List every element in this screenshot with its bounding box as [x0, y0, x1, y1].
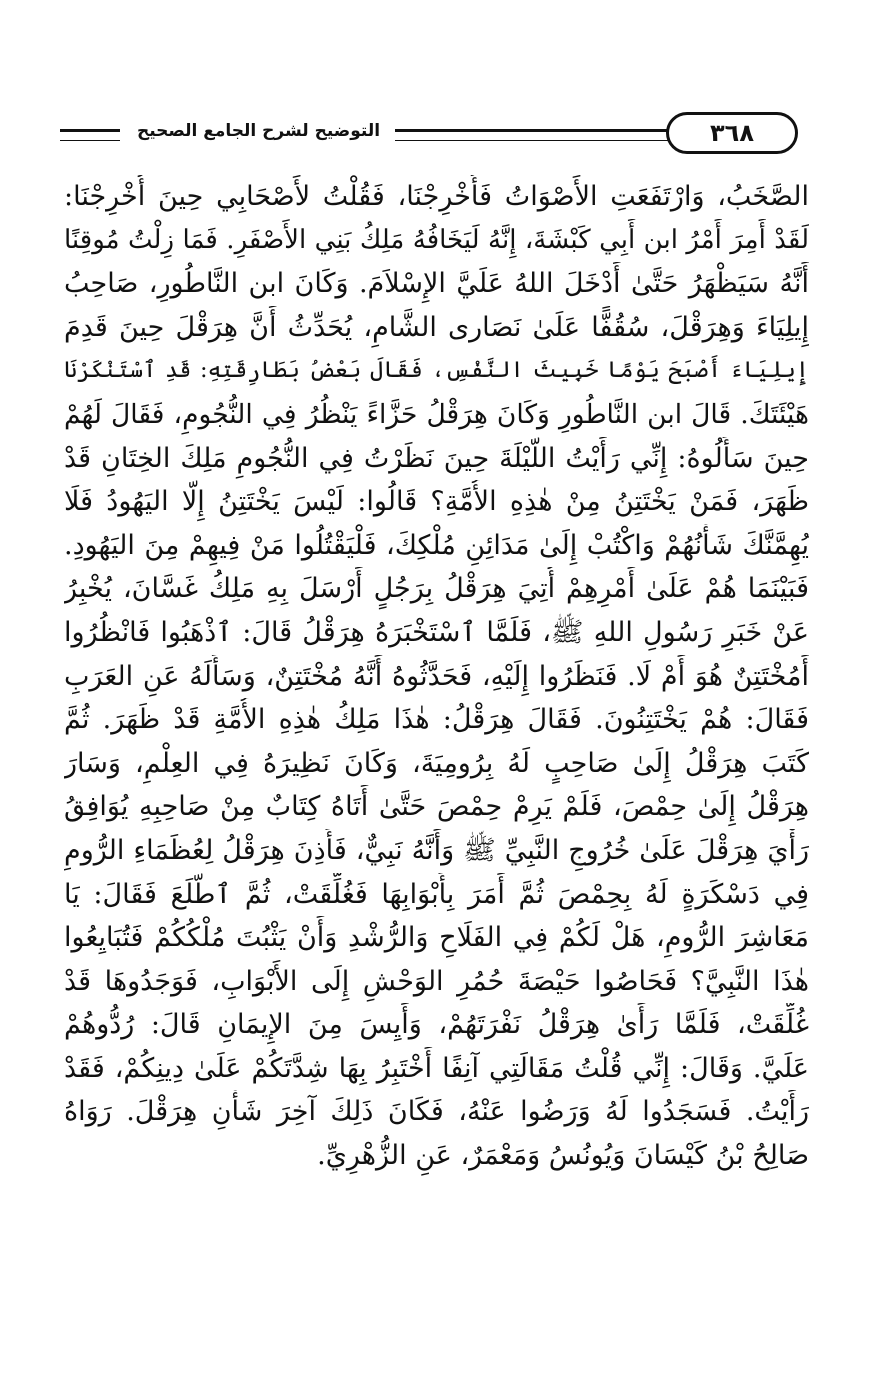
text-line: فَبَيْنَمَا هُمْ عَلَىٰ أَمْرِهِمْ أُتِيَ هِرَقْلُ بِرَجُلٍ أَرْسَلَ بِهِ مَلِكُ غَسَّانَ، يُخْبِرُ — [64, 573, 809, 605]
text-line: أَنَّهُ سَيَظْهَرُ حَتَّىٰ أَدْخَلَ اللهُ عَلَيَّ الإِسْلاَمَ. وَكَانَ ابن النَّاطُورِ، صَاحِبُ — [64, 268, 809, 300]
header-rule-right — [395, 129, 680, 141]
text-line: ظَهَرَ، فَمَنْ يَخْتَتِنُ مِنْ هٰذِهِ الأُمَّةِ؟ قَالُوا: لَيْسَ يَخْتَتِنُ إِلَّا اليَهُودُ فَلَا — [64, 486, 809, 518]
text-line: الصَّخَبُ، وَارْتَفَعَتِ الأَصْوَاتُ فَأُخْرِجْنَا، فَقُلْتُ لأَصْحَابِي حِينَ أُخْرِجْنَا: — [64, 181, 809, 212]
text-line: رَأْيَ هِرَقْلَ عَلَىٰ خُرُوجِ النَّبِيِّ ﷺ وَأَنَّهُ نَبِيٌّ، فَأَذِنَ هِرَقْلُ لِعُظَمَاءِ الرُّومِ — [64, 834, 809, 866]
text-line: عَنْ خَبَرِ رَسُولِ اللهِ ﷺ، فَلَمَّا ٱسْتَخْبَرَهُ هِرَقْلُ قَالَ: ٱذْهَبُوا فَانْظُرُوا — [64, 616, 809, 648]
text-line: رَأَيْتُ. فَسَجَدُوا لَهُ وَرَضُوا عَنْهُ، فَكَانَ ذَلِكَ آخِرَ شَأْنِ هِرَقْلَ. رَوَاهُ — [64, 1096, 809, 1128]
text-line: كَتَبَ هِرَقْلُ إِلَىٰ صَاحِبٍ لَهُ بِرُومِيَةَ، وَكَانَ نَظِيرَهُ فِي العِلْمِ، وَسَارَ — [64, 747, 809, 779]
header-rule-left — [60, 129, 120, 141]
text-line: غُلِّقَتْ، فَلَمَّا رَأَىٰ هِرَقْلُ نَفْرَتَهُمْ، وَأَيِسَ مِنَ الإِيمَانِ قَالَ: رُدُّوهُمْ — [64, 1009, 809, 1041]
text-line: هِرَقْلُ إِلَىٰ حِمْصَ، فَلَمْ يَرِمْ حِمْصَ حَتَّىٰ أَتَاهُ كِتَابٌ مِنْ صَاحِبِهِ يُوَافِقُ — [64, 791, 809, 823]
text-line: فِي دَسْكَرَةٍ لَهُ بِحِمْصَ ثُمَّ أَمَرَ بِأَبْوَابِهَا فَغُلِّقَتْ، ثُمَّ ٱطَّلَعَ فَقَالَ: يَا — [64, 878, 809, 910]
page-number: ٣٦٨ — [710, 119, 754, 147]
text-line: هَيْئَتَكَ. قَالَ ابن النَّاطُورِ وَكَانَ هِرَقْلُ حَزَّاءً يَنْظُرُ فِي النُّجُومِ، فَقَالَ لَهُمْ — [64, 398, 809, 430]
text-line: أَمُخْتَتِنٌ هُوَ أَمْ لَا. فَنَظَرُوا إِلَيْهِ، فَحَدَّثُوهُ أَنَّهُ مُخْتَتِنٌ، وَسَأَلَهُ عَنِ العَرَبِ — [64, 660, 809, 692]
running-title: التوضيح لشرح الجامع الصحيح — [136, 121, 381, 141]
text-line: فَقَالَ: هُمْ يَخْتَتِنُونَ. فَقَالَ هِرَقْلُ: هٰذَا مَلِكُ هٰذِهِ الأُمَّةِ قَدْ ظَهَرَ. ثُمَّ — [64, 704, 809, 736]
body-text — [64, 175, 809, 1178]
text-line: صَالِحُ بْنُ كَيْسَانَ وَيُونُسُ وَمَعْمَرٌ، عَنِ الزُّهْرِيِّ. — [317, 1140, 809, 1172]
text-line: لَقَدْ أَمِرَ أَمْرُ ابن أَبِي كَبْشَةَ، إِنَّهُ لَيَخَافُهُ مَلِكُ بَنِي الأَصْفَرِ. فَمَا زِلْتُ مُوقِنًا — [64, 224, 809, 255]
text-line: إِيلِيَاءَ وَهِرَقْلَ، سُقُفًّا عَلَىٰ نَصَارى الشَّامِ، يُحَدِّثُ أَنَّ هِرَقْلَ حِينَ قَدِمَ — [64, 311, 809, 343]
page-number-badge — [666, 112, 798, 154]
text-line: مَعَاشِرَ الرُّومِ، هَلْ لَكُمْ فِي الفَلَاحِ وَالرُّشْدِ وَأَنْ يَثْبُتَ مُلْكُكُمْ فَتُبَايِعُوا — [64, 922, 809, 954]
running-header — [60, 112, 780, 156]
text-line: يُهِمَّنَّكَ شَأْنُهُمْ وَاكْتُبْ إِلَىٰ مَدَائِنِ مُلْكِكَ، فَلْيَقْتُلُوا مَنْ فِيهِمْ مِنَ اليَهُودِ. — [64, 529, 809, 561]
text-line: إِيلِيَاءَ أَصْبَحَ يَوْمًا خَبِيثَ النَّفْسِ، فَقَالَ بَعْضُ بَطَارِقَتِهِ: قَدِ ٱسْتَنْكَرْنَا — [64, 357, 809, 384]
text-line: هٰذَا النَّبِيَّ؟ فَحَاصُوا حَيْصَةَ حُمُرِ الوَحْشِ إِلَى الأَبْوَابِ، فَوَجَدُوهَا قَدْ — [64, 965, 809, 997]
text-line: حِينَ سَأَلُوهُ: إِنِّي رَأَيْتُ اللَّيْلَةَ حِينَ نَظَرْتُ فِي النُّجُومِ مَلِكَ الخِتَانِ قَدْ — [64, 442, 809, 474]
text-line: عَلَيَّ. وَقَالَ: إِنِّي قُلْتُ مَقَالَتِي آنِفًا أَخْتَبِرُ بِهَا شِدَّتَكُمْ عَلَىٰ دِينِكُمْ، فَقَدْ — [64, 1052, 809, 1084]
